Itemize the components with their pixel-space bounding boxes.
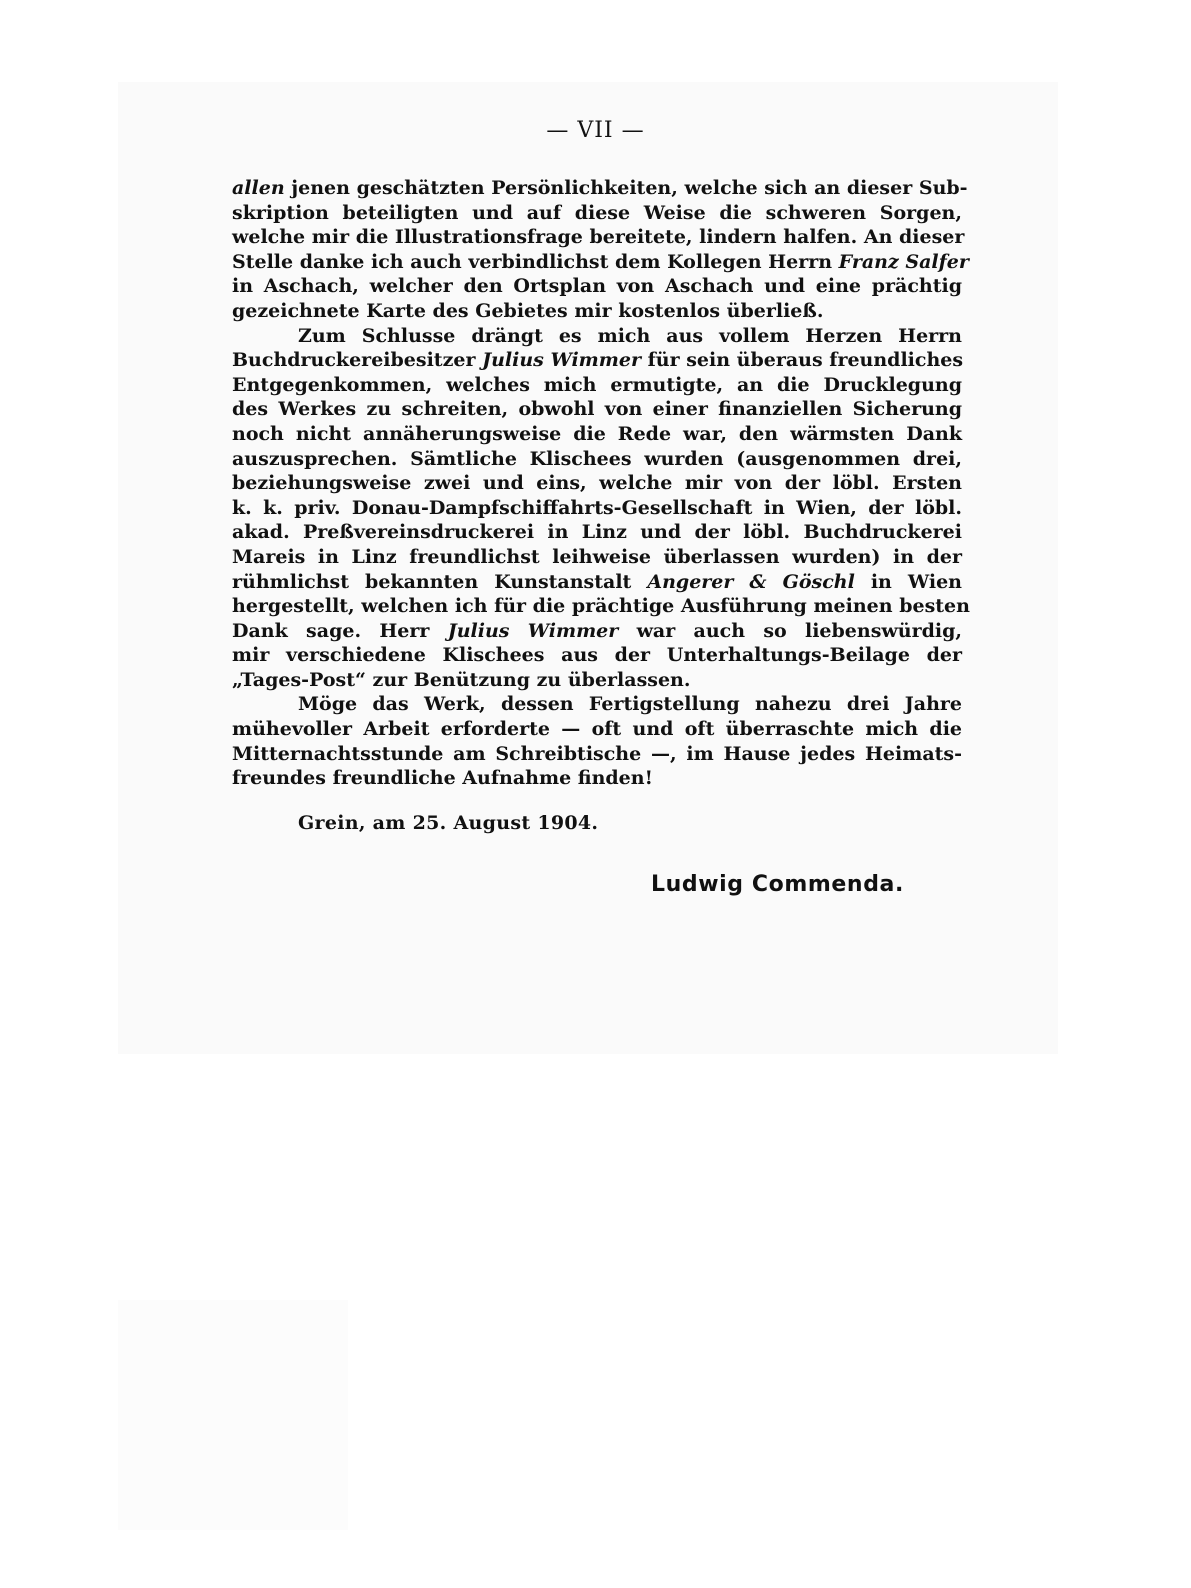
place-date: Grein, am 25. August 1904. — [298, 812, 599, 834]
text-line: beziehungsweise zwei und eins, welche mir von der löbl. Ersten — [232, 472, 962, 495]
text-line: in Aschach, welcher den Ortsplan von Aschach und eine prächtig — [232, 275, 962, 298]
text-line: freundes freundliche Aufnahme finden! — [232, 767, 653, 790]
text-segment: für sein überaus freundliches — [640, 349, 964, 372]
author-signature: Ludwig Commenda. — [651, 872, 904, 897]
text-line: skription beteiligten und auf diese Weise die schweren Sorgen, — [232, 201, 962, 224]
text-line: gezeichnete Karte des Gebietes mir kostenlos überließ. — [232, 299, 824, 322]
italic-text: Julius Wimmer — [482, 349, 641, 372]
text-line — [232, 176, 968, 201]
text-line: mir verschiedene Klischees aus der Unterhaltungs-Beilage der — [232, 644, 962, 667]
italic-text: Franz Salfer — [838, 250, 969, 273]
text-line: mühevoller Arbeit erforderte — oft und oft überraschte mich die — [232, 718, 962, 741]
text-line: des Werkes zu schreiten, obwohl von einer finanziellen Sicherung — [232, 398, 962, 421]
body-text — [232, 176, 970, 791]
text-line: k. k. priv. Donau-Dampfschiffahrts-Gesellschaft in Wien, der löbl. — [232, 496, 962, 519]
text-line: Entgegenkommen, welches mich ermutigte, an die Drucklegung — [232, 373, 962, 396]
text-segment: Buchdruckereibesitzer — [232, 349, 483, 372]
text-line — [232, 570, 962, 595]
text-line: hergestellt, welchen ich für die prächtige Ausführung meinen besten — [232, 595, 970, 618]
text-line: akad. Preßvereinsdruckerei in Linz und der löbl. Buchdruckerei — [232, 521, 962, 544]
text-line — [232, 619, 962, 644]
text-segment: war auch so liebenswürdig, — [618, 619, 962, 642]
text-line: welche mir die Illustrationsfrage bereitete, lindern halfen. An dieser — [232, 226, 965, 249]
text-line — [232, 348, 962, 373]
text-line: Mitternachtsstunde am Schreibtische —, im Hause jedes Heimats- — [232, 742, 962, 765]
page-number: — VII — — [546, 118, 645, 143]
text-line: Zum Schlusse drängt es mich aus vollem Herzen Herrn — [298, 324, 962, 347]
italic-text: Angerer & Göschl — [647, 570, 855, 593]
text-line: noch nicht annäherungsweise die Rede war, den wärmsten Dank — [232, 422, 962, 445]
text-segment: rühmlichst bekannten Kunstanstalt — [232, 570, 648, 593]
text-segment: Stelle danke ich auch verbindlichst dem Kollegen Herrn — [232, 250, 839, 273]
text-line: auszusprechen. Sämtliche Klischees wurden (ausgenommen drei, — [232, 447, 962, 470]
italic-text: Julius Wimmer — [447, 619, 619, 642]
text-line: Mareis in Linz freundlichst leihweise überlassen wurden) in der — [232, 545, 962, 568]
italic-text: allen — [232, 177, 285, 199]
text-line — [232, 250, 969, 275]
scanned-page-shadow — [118, 1300, 348, 1530]
text-line: Möge das Werk, dessen Fertigstellung nahezu drei Jahre — [298, 693, 962, 716]
paragraph-1 — [232, 176, 969, 324]
text-segment: Dank sage. Herr — [232, 619, 448, 642]
text-segment: in Wien — [854, 570, 962, 593]
paragraph-3 — [232, 692, 962, 790]
text-segment: jenen geschätzten Persönlichkeiten, welche sich an dieser Sub- — [284, 177, 968, 199]
text-line: „Tages-Post“ zur Benützung zu überlassen. — [232, 668, 691, 691]
paragraph-2 — [232, 324, 970, 693]
